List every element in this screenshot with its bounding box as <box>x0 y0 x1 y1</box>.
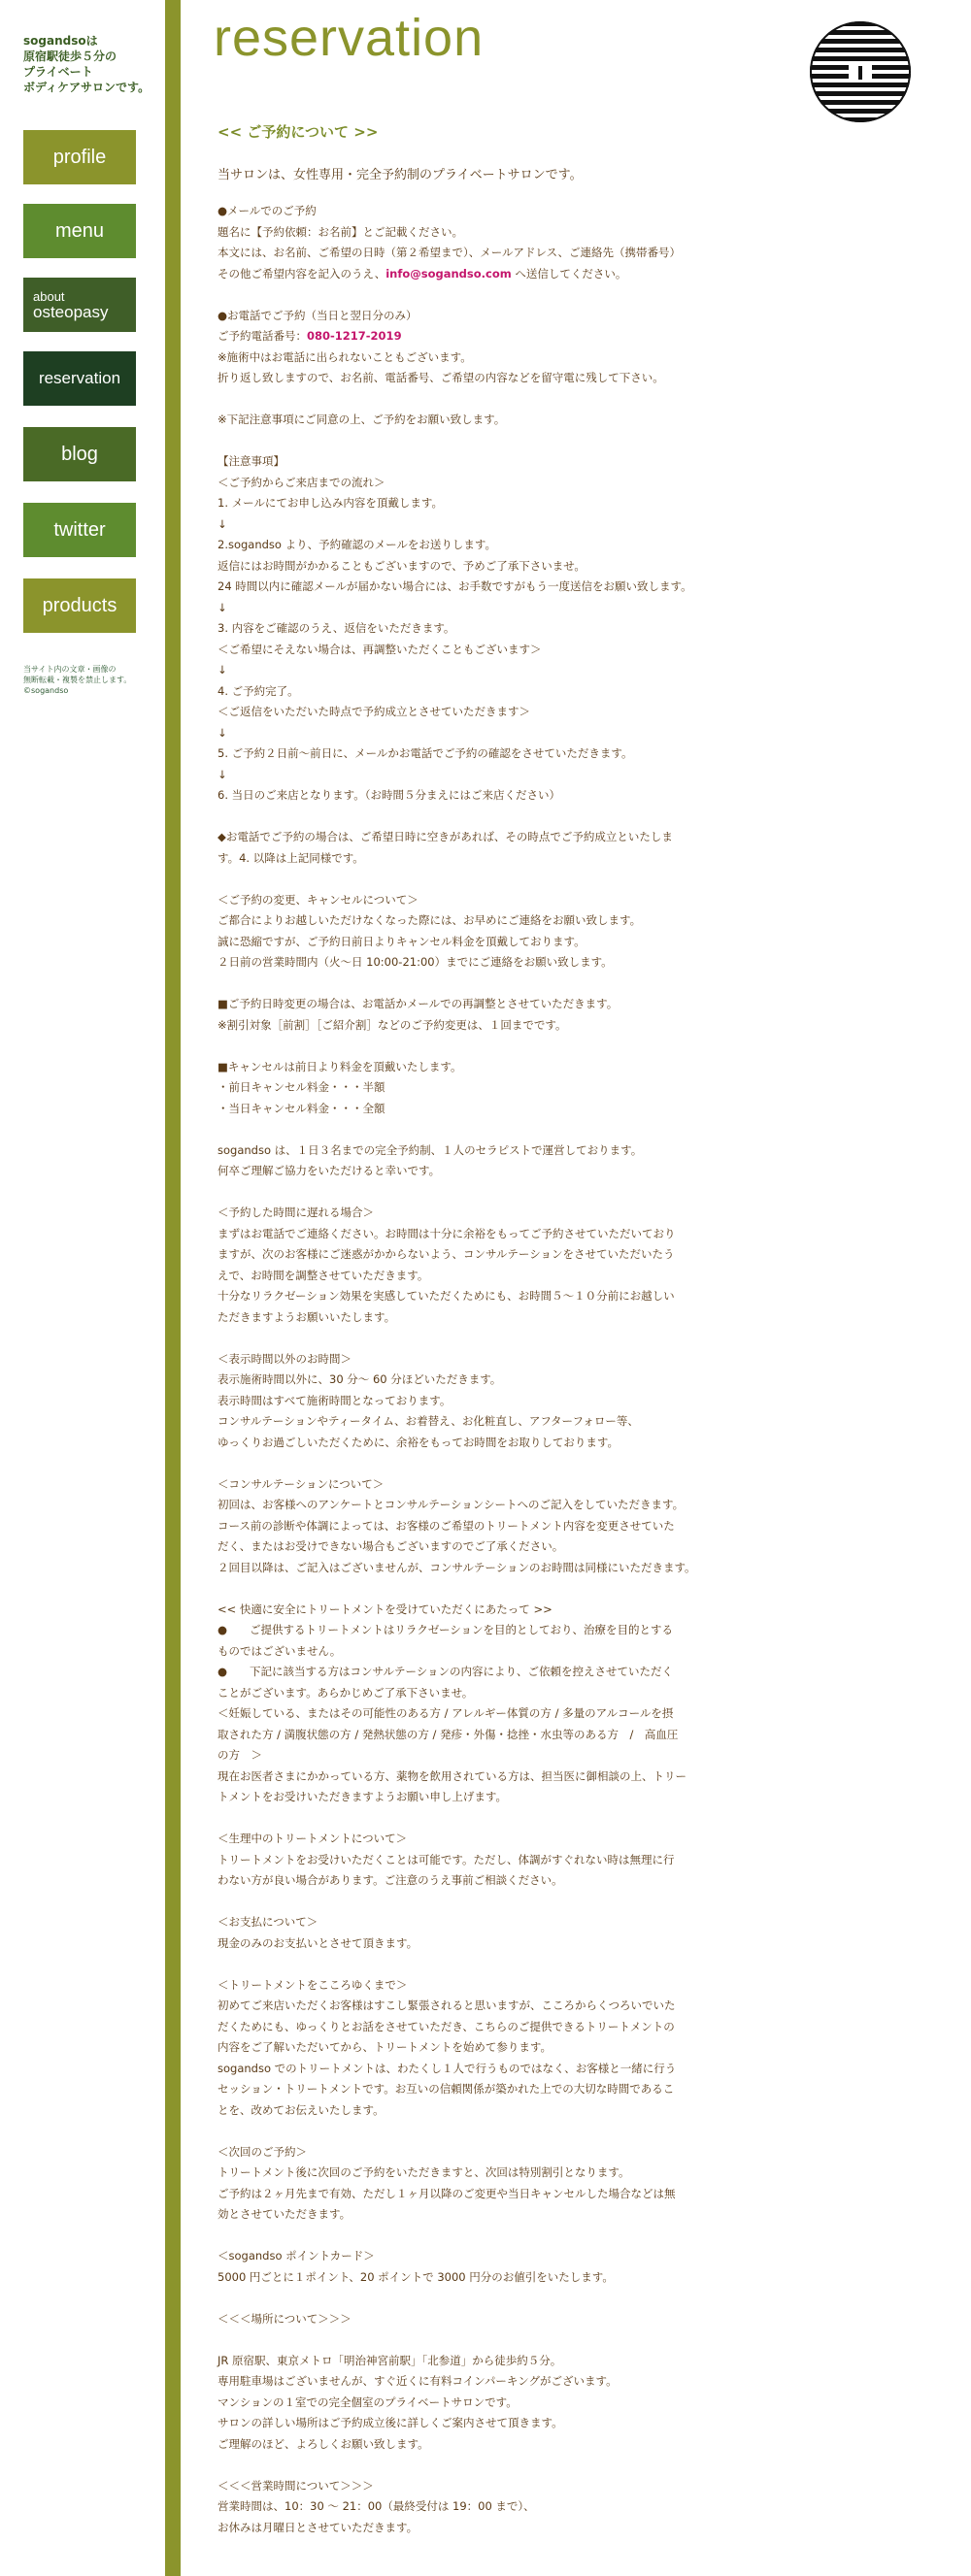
change-cancel-policy: ＜ご予約の変更、キャンセルについて＞ ご都合によりお越しいただけなくなった際には、お早めにご連絡をお願い致します。 誠に恐縮ですが、ご予約日前日よりキャンセル料金を頂戴しております。 ２日前の営業時間内（火～日 10:00-21:00）までにご連絡をお願い致します。 <box>218 892 642 969</box>
nav-about-label: about <box>33 289 65 304</box>
late-arrival-note: ＜予約した時間に遅れる場合＞ まずはお電話でご連絡ください。お時間は十分に余裕をもってご予約させていただいており ますが、次のお客様にご迷惑がかからないよう、コンサルテーションをさせていただいたう えで、お時間を調整させていただきます。 十分なリラクゼーション効果を実感していただくためにも、お時間５～１０分前にお越しい ただきますようお願いいたします。 <box>218 1205 676 1324</box>
consultation-note: ＜コンサルテーションについて＞ 初回は、お客様へのアンケートとコンサルテーションシートへのご記入をしていただきます。 コース前の診断や体調によっては、お客様のご希望のトリートメント内容を変更させていた だく、またはお受けできない場合もございますのでご了承ください。 ２回目以降は、ご記入はございませんが、コンサルテーションのお時間は同様にいただきます。 <box>218 1476 696 1574</box>
phone-number-link[interactable]: 080-1217-2019 <box>307 329 402 343</box>
mail-subject-instruction: 題名に【予約依頼：お名前】とご記載ください。 <box>218 224 463 239</box>
nav-twitter-label: twitter <box>53 518 106 541</box>
nav-osteopasy-label: osteopasy <box>33 303 109 321</box>
site-tagline: sogandsoは 原宿駅徒歩５分の プライベート ボディケアサロンです。 <box>23 34 151 94</box>
phone-reservation-note: ◆お電話でご予約の場合は、ご希望日時に空きがあれば、その時点でご予約成立といたしま す。4. 以降は上記同様です。 <box>218 830 673 865</box>
nav-blog-label: blog <box>61 443 98 465</box>
extra-time-note: ＜表示時間以外のお時間＞ 表示施術時間以外に、30 分～ 60 分ほどいただきます。 表示時間はすべて施術時間となっております。 コンサルテーションやティータイム、お着替え、お化粧直し、アフターフォロー等、 ゆっくりお過ごしいただくために、余裕をもってお時間をお取りしております。 <box>218 1351 639 1449</box>
operation-note: sogandso は、１日３名までの完全予約制、１人のセラピストで運営しております。 何卒ご理解ご協力をいただけると幸いです。 <box>218 1142 643 1177</box>
next-reservation-note: ＜次回のご予約＞ トリートメント後に次回のご予約をいただきますと、次回は特別割引となります。 ご予約は２ヶ月先まで有効、ただし１ヶ月以降のご変更や当日キャンセルした場合などは無 効とさせていただきます。 <box>218 2144 676 2221</box>
phone-reservation-block <box>218 306 732 389</box>
nav-twitter-button[interactable] <box>23 503 136 557</box>
nav-products-label: products <box>42 594 117 616</box>
mail-send-pre: その他ご希望内容を記入のうえ、 <box>218 266 386 281</box>
nav-blog-button[interactable] <box>23 427 136 481</box>
cancel-fee-note: ■キャンセルは前日より料金を頂戴いたします。 ・前日キャンセル料金・・・半額 ・当日キャンセル料金・・・全額 <box>218 1059 462 1115</box>
phone-callback-note: 折り返し致しますので、お名前、電話番号、ご希望の内容などを留守電に残して下さい。 <box>218 371 664 384</box>
reservation-flow: 【注意事項】 ＜ご予約からご来店までの流れ＞ 1. メールにてお申し込み内容を頂戴します。 ↓ 2.sogandso より、予約確認のメールをお送りします。 返信にはお時間がかかることもございますので、予めご了承下さいませ。 24 時間以内に確認メールが届かない場合には、お手数ですがもう一度送信をお願い致します。 ↓ 3. 内容をご確認のうえ、返信をいただきます。 ＜ご希望にそえない場合は、再調整いただくこともございます＞ ↓ 4. ご予約完了。 ＜ご返信をいただいた時点で予約成立とさせていただきます＞ ↓ 5. ご予約２日前～前日に、メールかお電話でご予約の確認をさせていただきます。 ↓ 6. 当日のご来店となります。（お時間５分まえにはご来店ください） <box>218 454 692 802</box>
mail-body-instruction: 本文には、お名前、ご希望の日時（第２希望まで）、メールアドレス、ご連絡先（携帯番号） <box>218 246 682 259</box>
nav-reservation-button[interactable] <box>23 351 136 406</box>
point-card-note: ＜sogandso ポイントカード＞ 5000 円ごとに１ポイント、20 ポイントで 3000 円分のお値引をいたします。 <box>218 2249 614 2284</box>
nav-menu-label: menu <box>54 219 105 242</box>
phone-title: ●お電話でご予約（当日と翌日分のみ） <box>218 308 418 322</box>
payment-note: ＜お支払について＞ 現金のみのお支払いとさせて頂きます。 <box>218 1915 419 1950</box>
sidebar-divider-bar <box>165 0 181 2576</box>
nav-profile-label: profile <box>52 146 107 168</box>
nav-profile-button[interactable] <box>23 130 136 184</box>
business-hours-note: ＜＜＜営業時間について＞＞＞ 営業時間は、10：30 ～ 21：00（最終受付は 19：00 まで）、 お休みは月曜日とさせていただきます。 <box>218 2478 535 2534</box>
page-title: reservation <box>214 9 485 67</box>
section-heading: << ご予約について >> <box>218 123 379 141</box>
location-heading: ＜＜＜場所について＞＞＞ <box>218 2311 352 2326</box>
menstruation-note: ＜生理中のトリートメントについて＞ トリートメントをお受けいただくことは可能です。ただし、体調がすぐれない時は無理に行 わない方が良い場合があります。ご注意のうえ事前ご相談ください。 <box>218 1832 675 1887</box>
intro-text: 当サロンは、女性専用・完全予約制のプライベートサロンです。 <box>218 167 583 182</box>
agreement-note: ※下記注意事項にご同意の上、ご予約をお願い致します。 <box>218 413 506 426</box>
sidebar <box>0 0 165 2576</box>
nav-about-osteopasy-button[interactable] <box>23 278 136 332</box>
location-note: JR 原宿駅、東京メトロ「明治神宮前駅」「北参道」から徒歩約５分。 専用駐車場はございませんが、すぐ近くに有料コインパーキングがございます。 マンションの１室での完全個室のプライベートサロンです。 サロンの詳しい場所はご予約成立後に詳しくご案内させて頂きます。 ご理解のほど、よろしくお願い致します。 <box>218 2353 618 2451</box>
safety-note: << 快適に安全にトリートメントを受けていただくにあたって >> ● ご提供するトリートメントはリラクゼーションを目的としており、治療を目的とする ものではございません。 ● 下記に該当する方はコンサルテーションの内容により、ご依頼を控えさせていただく ことがございます。あらかじめご了承下さいませ。 ＜妊娠している、またはその可能性のある方 / アレルギー体質の方 / 多量のアルコールを摂 取された方 / 満腹状態の方 / 発熱状態の方 / 発疹・外傷・捻挫・水虫等のある方 / 高血圧 の方 ＞ 現在お医者さまにかかっている方、薬物を飲用されている方は、担当医に御相談の上、トリー トメントをお受けいただきますようお願い申し上げます。 <box>218 1602 686 1803</box>
nav-products-button[interactable] <box>23 578 136 633</box>
nav-reservation-label: reservation <box>38 369 121 387</box>
copyright-notice: 当サイト内の文章・画像の 無断転載・複製を禁止します。 ©sogandso <box>23 665 132 695</box>
treatment-note: ＜トリートメントをこころゆくまで＞ 初めてご来店いただくお客様はすこし緊張されると思いますが、こころからくつろいでいた だくためにも、ゆっくりとお話をさせていただき、こちらのご提供できるトリートメントの 内容をご了解いただいてから、トリートメントを始めて参ります。 sogandso でのトリートメントは、わたくし１人で行うものではなく、お客様と一緒に行う セッション・トリートメントです。お互いの信頼関係が築かれた上での大切な時間であるこ とを、改めてお伝えいたします。 <box>218 1977 677 2117</box>
striped-circle-logo-icon[interactable] <box>810 21 911 122</box>
mail-send-post: へ送信してください。 <box>511 266 627 281</box>
nav-menu-button[interactable] <box>23 204 136 258</box>
date-change-note: ■ご予約日時変更の場合は、お電話かメールでの再調整とさせていただきます。 ※割引対象［前割］［ご紹介割］などのご予約変更は、１回までです。 <box>218 997 619 1032</box>
reservation-content <box>218 115 732 2559</box>
email-link[interactable]: info@sogandso.com <box>385 266 512 281</box>
phone-note: ※施術中はお電話に出られないこともございます。 <box>218 349 472 364</box>
mail-reservation-block <box>218 201 732 284</box>
phone-label: ご予約電話番号： <box>218 329 307 343</box>
mail-title: ●メールでのご予約 <box>218 204 317 217</box>
